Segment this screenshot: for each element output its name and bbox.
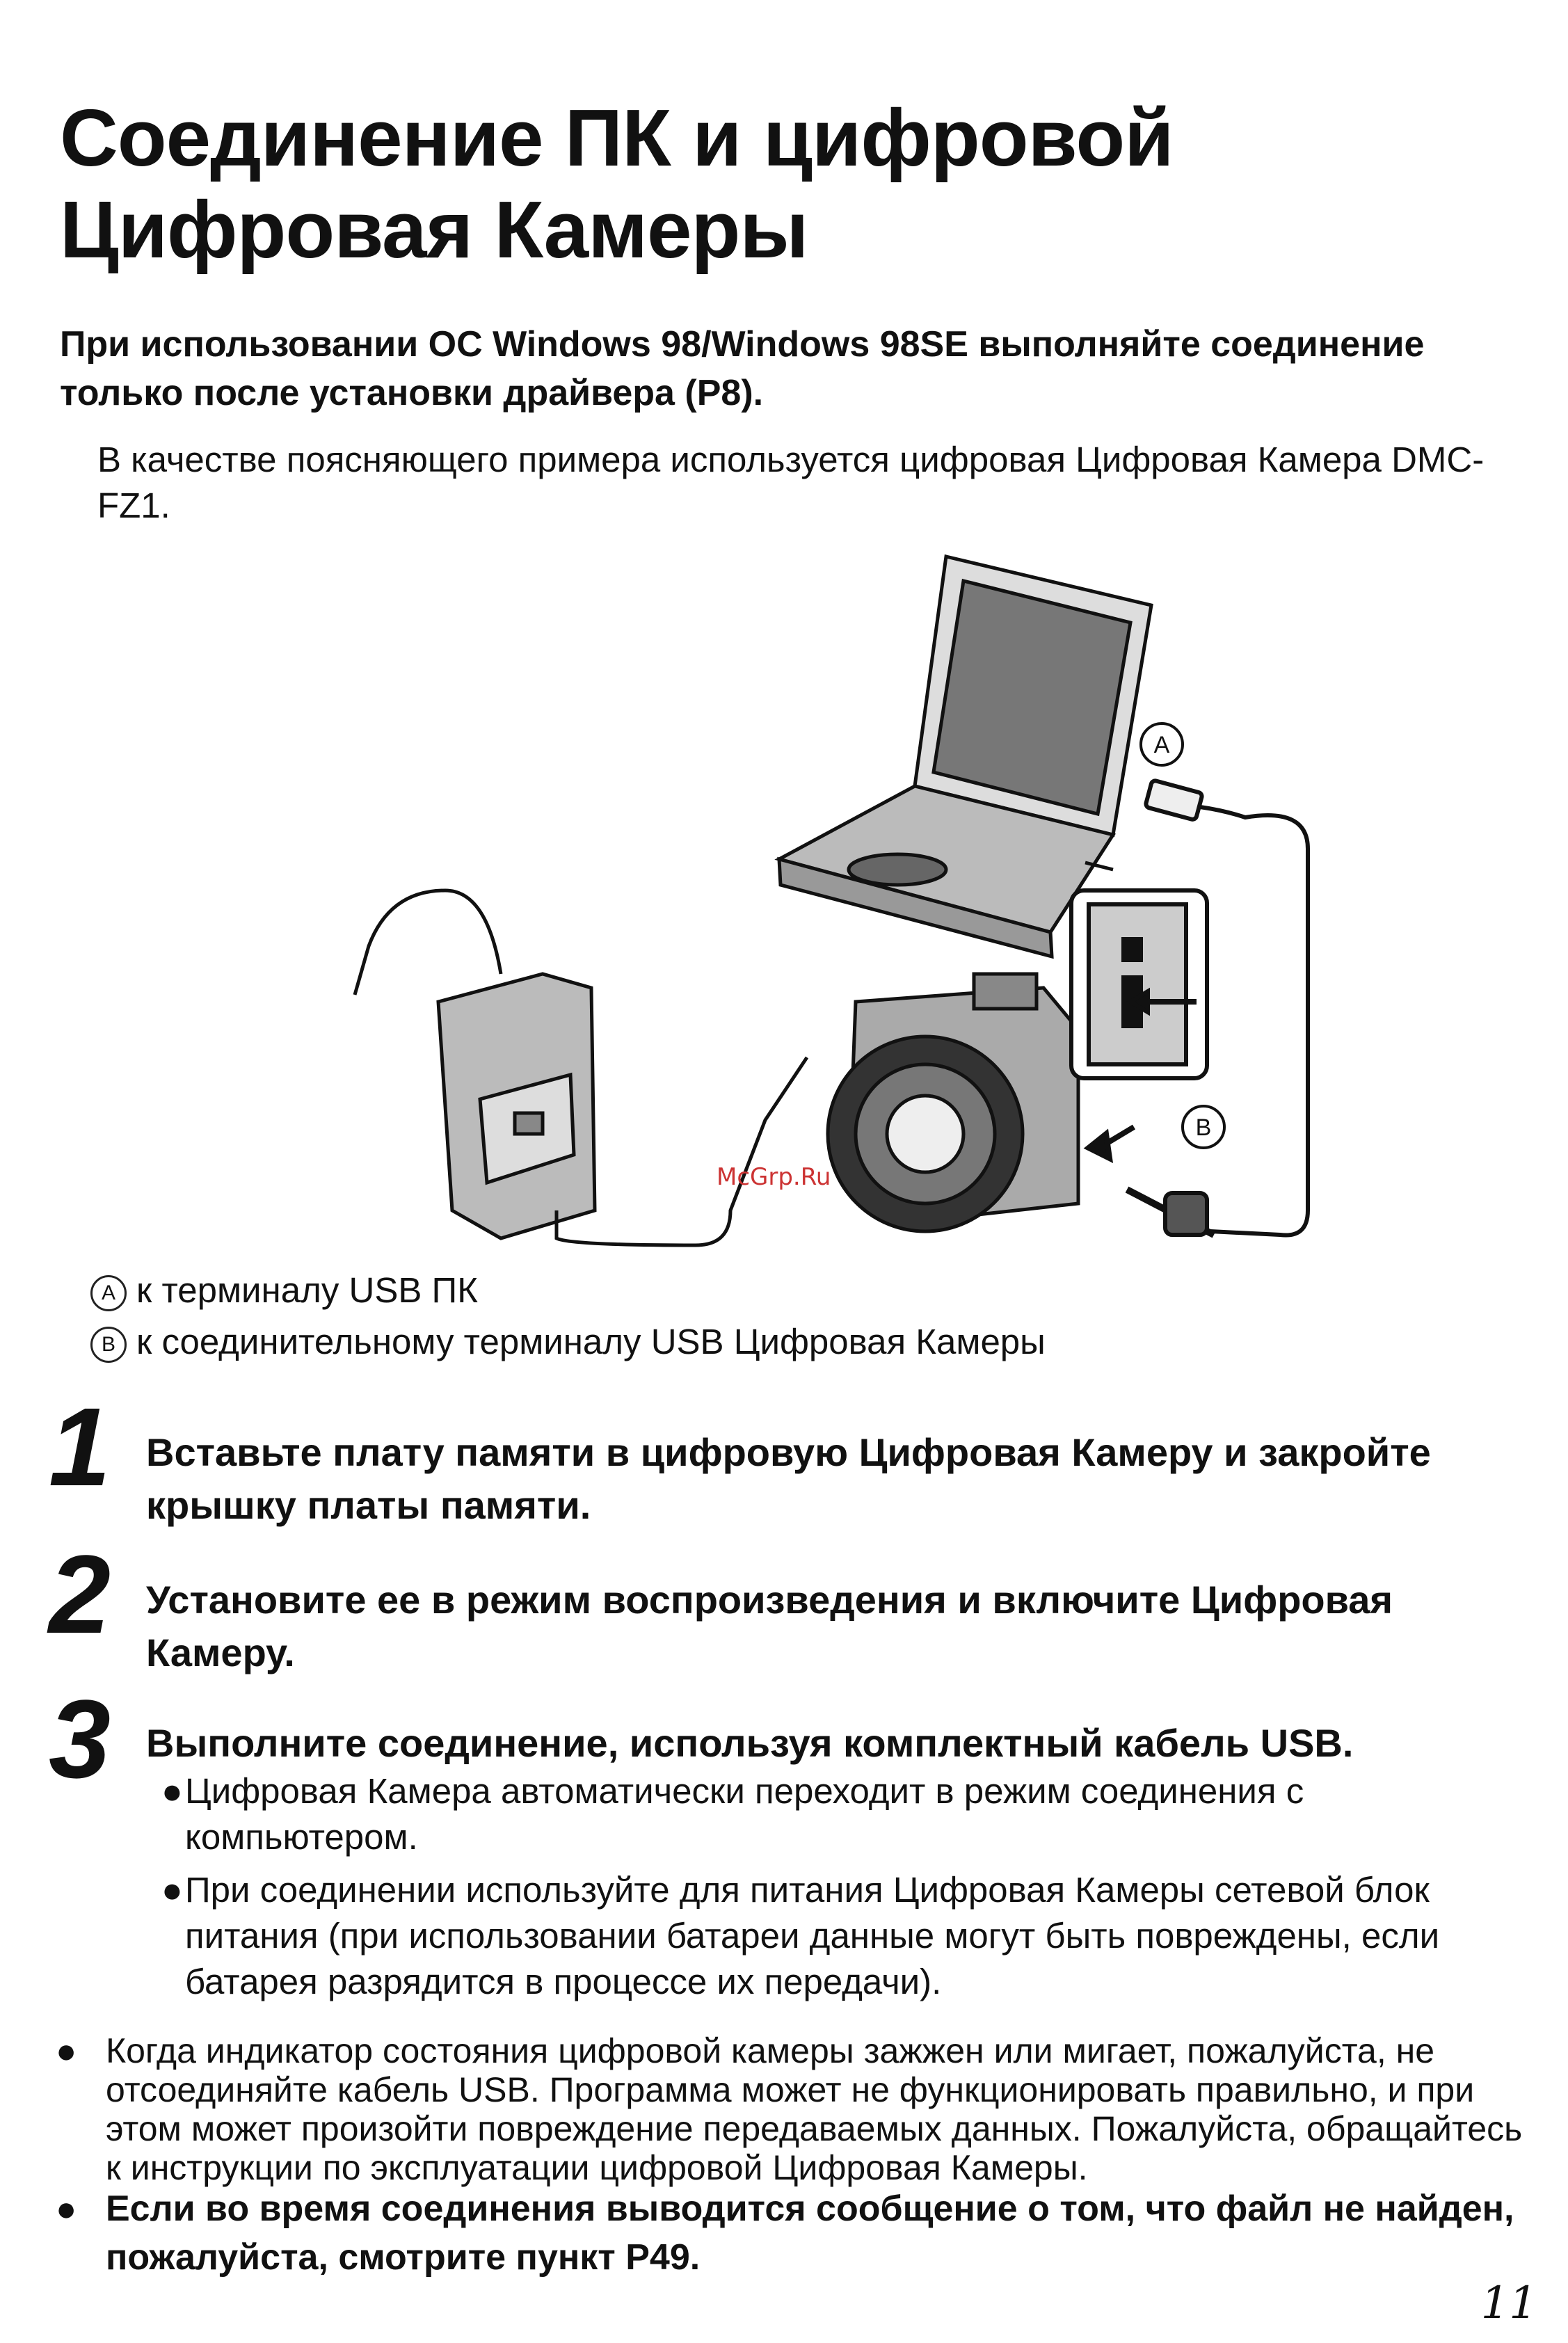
step-1-number: 1: [49, 1384, 111, 1509]
ac-adapter: [355, 890, 595, 1238]
bullet-icon: ●: [161, 1870, 183, 1910]
usb-disconnect-note: [56, 2031, 1530, 2187]
bullet-icon: ●: [56, 2031, 77, 2070]
camera-illustration: [828, 974, 1078, 1231]
step-3-bullet-1: [161, 1768, 1517, 1860]
legend-a-mark: A: [90, 1275, 127, 1311]
file-not-found-note-text: Если во время соединения выводится сообщение о том, что файл не найден, пожалуйста, смотрите пункт P49.: [106, 2189, 1514, 2278]
page-title-line-2: Цифровая Камеры: [60, 184, 808, 275]
legend-a-text: к терминалу USB ПК: [136, 1270, 478, 1310]
callout-a-label: A: [1153, 732, 1170, 758]
usb-disconnect-note-text: Когда индикатор состояния цифровой камеры зажжен или мигает, пожалуйста, не отсоединяйте кабель USB. Программа может не функционировать правильно, и при этом может произойти повреждение передаваемых данных. Пожалуйста, обращайтесь к инструкции по эксплуатации цифровой Цифровая Камеры.: [106, 2031, 1523, 2187]
step-3-number: 3: [49, 1677, 111, 1801]
step-2-number: 2: [49, 1532, 111, 1656]
step-3-bullet-2-text: При соединении используйте для питания Цифровая Камеры сетевой блок питания (при использовании батареи данные могут быть повреждены, если батарея разрядится в процессе их передачи).: [185, 1870, 1440, 2001]
intro-text: В качестве поясняющего примера используется цифровая Цифровая Камера DMC-FZ1.: [97, 440, 1485, 525]
callout-b-label: B: [1195, 1114, 1212, 1141]
bullet-icon: ●: [56, 2189, 77, 2228]
file-not-found-note: [56, 2184, 1517, 2282]
step-1-text: Вставьте плату памяти в цифровую Цифровая Камеру и закройте крышку платы памяти.: [146, 1430, 1431, 1527]
callout-arrow-b: [1089, 1127, 1134, 1158]
bullet-icon: ●: [161, 1771, 183, 1811]
usb-port-inset: [1071, 890, 1207, 1078]
step-2-text: Установите ее в режим воспроизведения и включите Цифровая Камеру.: [146, 1578, 1393, 1674]
page-title-line-1: Соединение ПК и цифровой: [60, 93, 1174, 183]
step-3-bullet-2: [161, 1867, 1517, 2005]
legend-b-text: к соединительному терминалу USB Цифровая Камеры: [136, 1322, 1046, 1361]
legend-b-mark: B: [90, 1327, 127, 1363]
legend-b: [90, 1319, 1046, 1365]
connection-illustration: [278, 543, 1336, 1266]
step-3-text: Выполните соединение, используя комплектный кабель USB.: [146, 1721, 1354, 1765]
watermark: McGrp.Ru: [717, 1163, 831, 1191]
legend-a: [90, 1268, 478, 1313]
windows-98-note: При использовании ОС Windows 98/Windows 98SE выполняйте соединение только после установки драйвера (P8).: [60, 324, 1425, 413]
page-number: 11: [1480, 2278, 1537, 2329]
step-3-bullet-1-text: Цифровая Камера автоматически переходит в режим соединения с компьютером.: [185, 1771, 1304, 1857]
